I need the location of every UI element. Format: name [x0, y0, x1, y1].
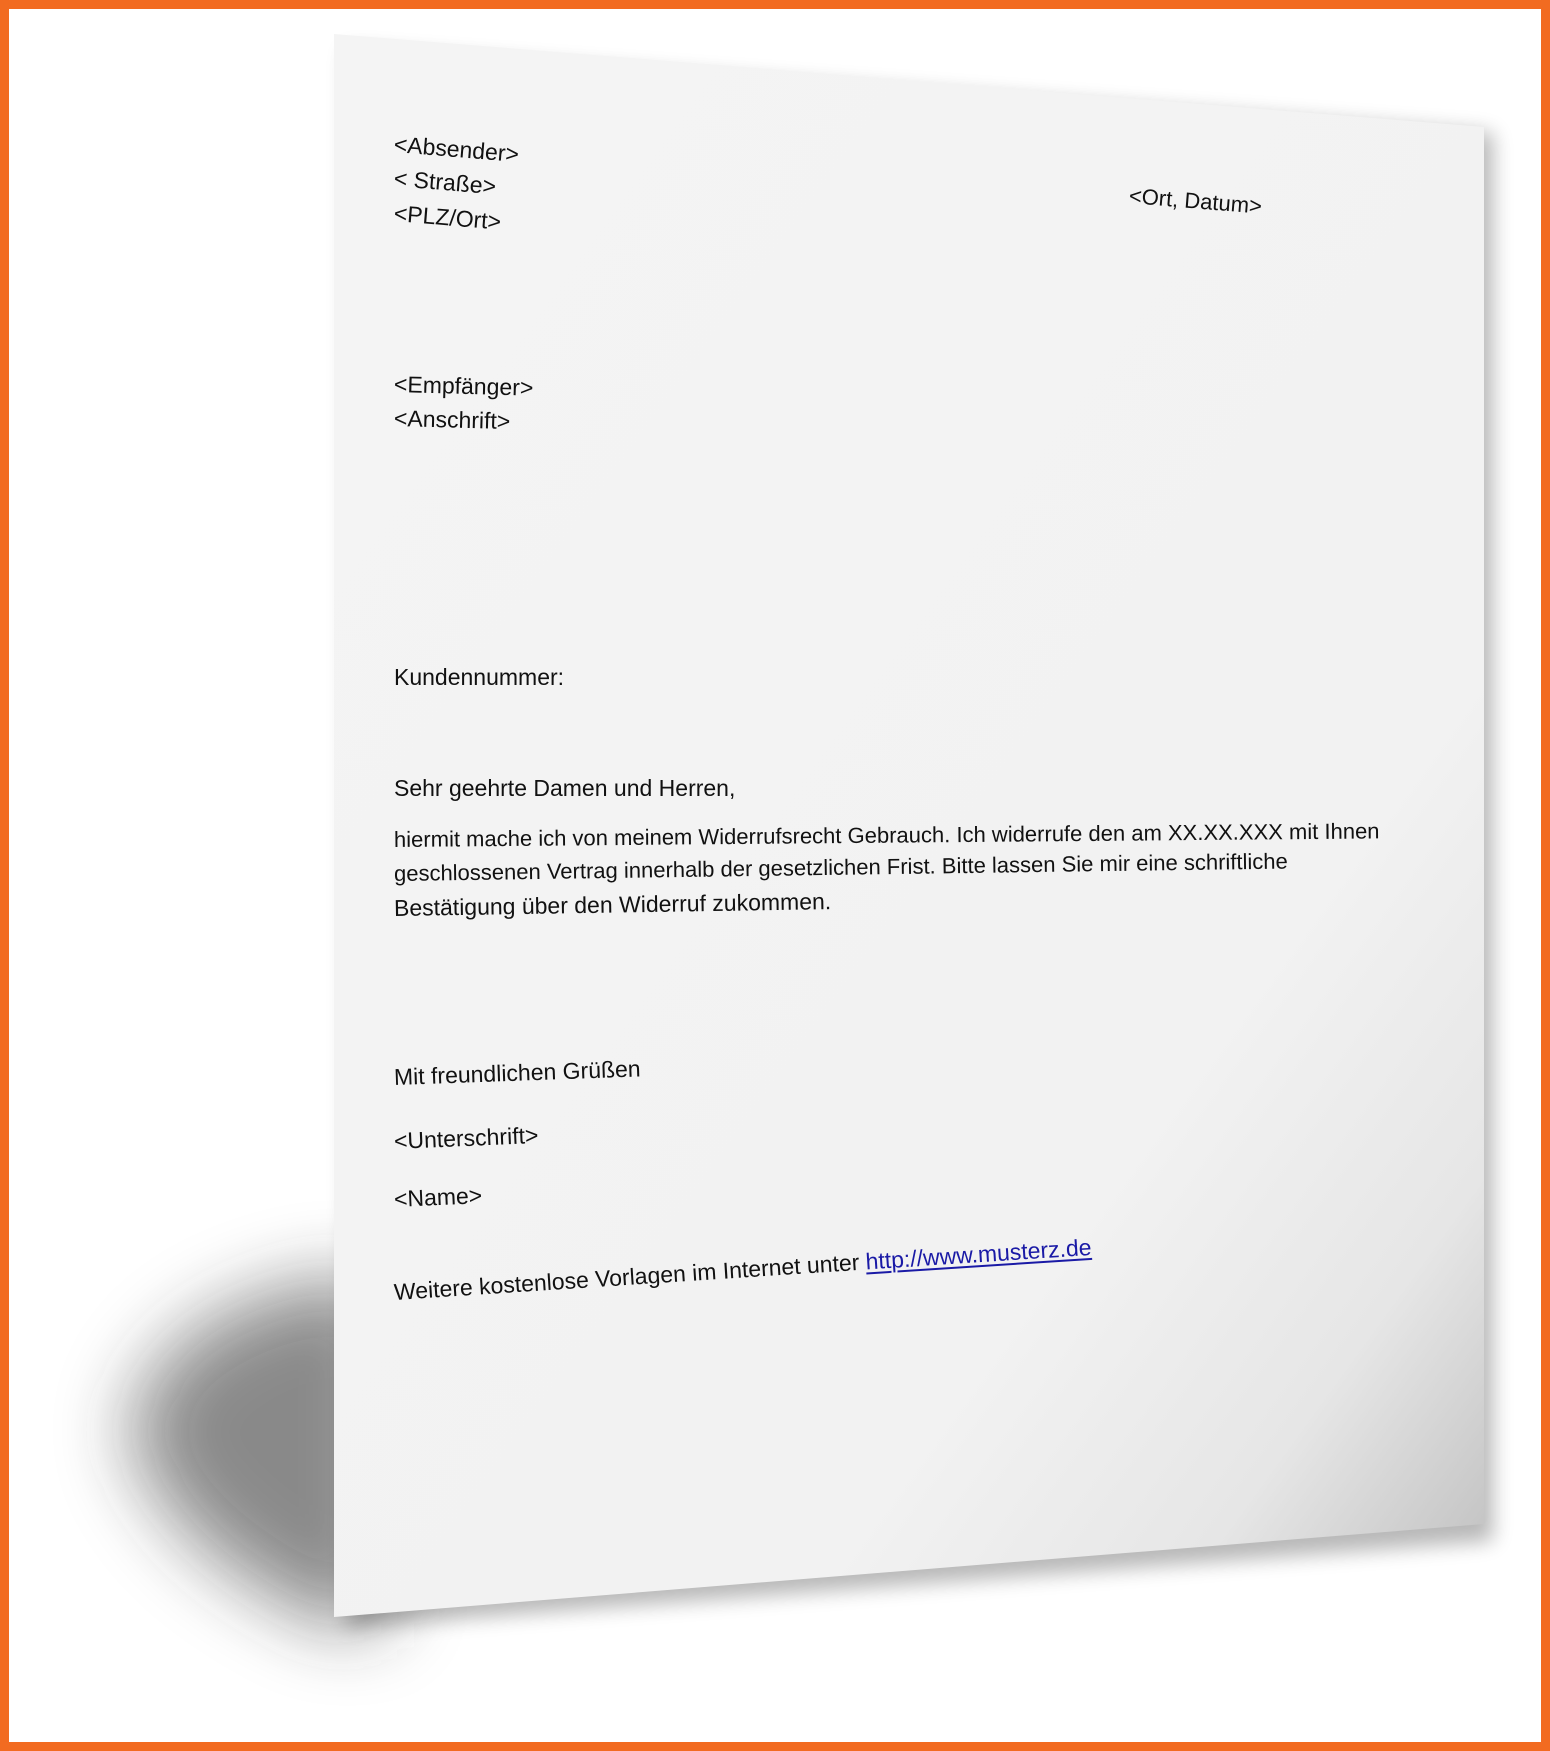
- recipient-name: <Empfänger>: [393, 371, 534, 401]
- sender-name: <Absender>: [392, 131, 521, 168]
- body-line-2: geschlossenen Vertrag innerhalb der gesetzlichen Frist. Bitte lassen Sie mir eine schriftliche: [393, 848, 1288, 886]
- sender-city: <PLZ/Ort>: [392, 200, 503, 235]
- body-line-3: Bestätigung über den Widerruf zukommen.: [393, 888, 832, 921]
- footer-text: Weitere kostenlose Vorlagen im Internet unter: [393, 1248, 867, 1305]
- customer-number-label: Kundennummer:: [394, 664, 565, 690]
- recipient-address: <Anschrift>: [393, 405, 511, 435]
- name-placeholder: <Name>: [393, 1182, 483, 1212]
- salutation: Sehr geehrte Damen und Herren,: [394, 775, 736, 801]
- signature-placeholder: <Unterschrift>: [393, 1121, 539, 1154]
- sender-street: < Straße>: [392, 165, 498, 200]
- body-line-1: hiermit mache ich von meinem Widerrufsrecht Gebrauch. Ich widerrufe den am XX.XX.XXX mit Ihnen: [393, 818, 1380, 852]
- closing: Mit freundlichen Grüßen: [393, 1055, 642, 1090]
- place-date: <Ort, Datum>: [1128, 183, 1263, 219]
- footer-link[interactable]: http://www.musterz.de: [864, 1233, 1093, 1275]
